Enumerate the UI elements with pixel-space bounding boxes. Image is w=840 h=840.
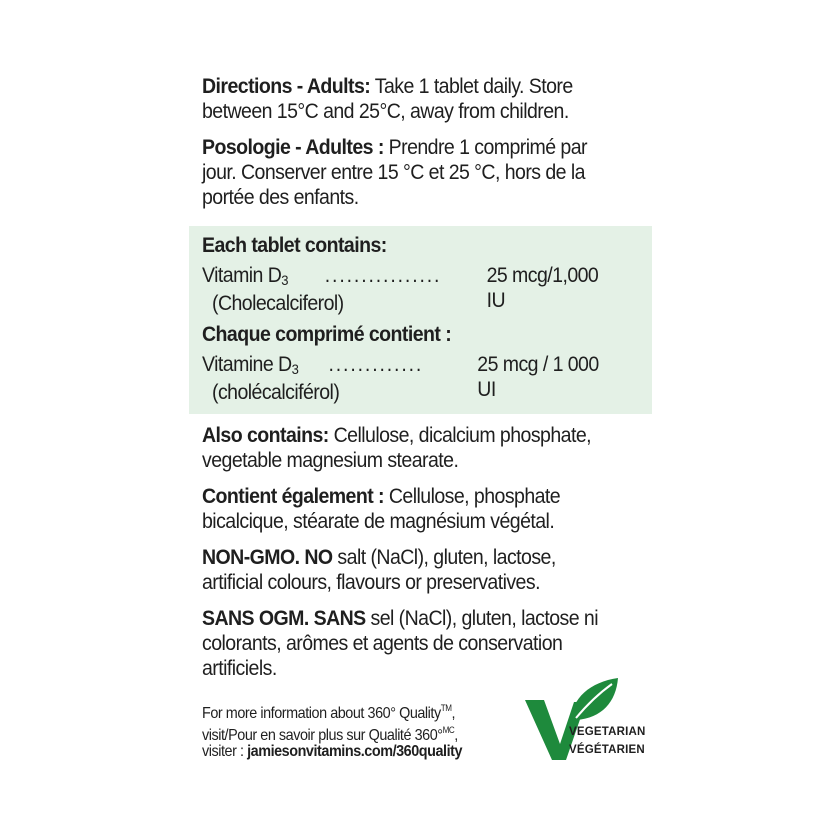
free-from-heading-fr: SANS OGM. SANS [202, 607, 366, 630]
free-from-text-fr: sel (NaCl), gluten, lactose ni colorants, arômes et agents de conservation artificiels. [202, 607, 599, 680]
vegetarian-label-fr: VÉGÉTARIEN [569, 744, 645, 756]
free-from-text-en: salt (NaCl), gluten, lactose, artificial colours, flavours or preservatives. [202, 546, 556, 594]
also-contains-text-fr: Cellulose, phosphate bicalcique, stéarate de magnésium végétal. [202, 485, 561, 533]
directions-text-fr: Prendre 1 comprimé par jour. Conserver entre 15 °C et 25 °C, hors de la portée des enfants. [202, 136, 587, 209]
directions-english [202, 74, 616, 124]
ingredient-source-en: (Cholecalciferol) [212, 292, 344, 315]
ingredient-source-fr: (cholécalciférol) [212, 381, 340, 404]
quality-url-link[interactable]: jamiesonvitamins.com/360quality [247, 743, 463, 760]
ingredient-dots-en: ................ [324, 264, 442, 287]
also-contains-french [202, 484, 616, 534]
ingredients-heading-en: Each tablet contains: [202, 234, 387, 257]
ingredient-amount-en: 25 mcg/1,000 IU [486, 264, 599, 312]
ingredient-name-en: Vitamin $D_3$ [202, 264, 288, 288]
also-contains-heading-en: Also contains: [202, 424, 329, 447]
also-contains-heading-fr: Contient également : [202, 485, 384, 508]
ingredients-heading-fr: Chaque comprimé contient : [202, 323, 452, 346]
ingredient-name-fr: Vitamine $D_3$ [202, 353, 299, 377]
free-from-french [202, 606, 616, 681]
also-contains-english [202, 423, 616, 473]
free-from-heading-en: NON-GMO. NO [202, 546, 333, 569]
directions-heading-en: Directions - Adults: [202, 75, 371, 98]
directions-french [202, 135, 616, 210]
directions-heading-fr: Posologie - Adultes : [202, 136, 384, 159]
also-contains-text-en: Cellulose, dicalcium phosphate, vegetable magnesium stearate. [202, 424, 591, 472]
ingredient-amount-fr: 25 mcg / 1 000 UI [477, 353, 599, 401]
quality-info-line-1: For more information about 360° Quality™, [202, 703, 456, 722]
directions-text-en: Take 1 tablet daily. Store between 15°C and 25°C, away from children. [202, 75, 573, 123]
free-from-english [202, 545, 616, 595]
ingredient-dots-fr: ............. [328, 353, 424, 376]
vegetarian-label-en: VEGETARIAN [569, 726, 646, 738]
quality-info-line-2: visit/Pour en savoir plus sur Qualité 360°$^{MC}$, [202, 725, 458, 744]
quality-info-line-3: visiter : jamiesonvitamins.com/360quality [202, 743, 463, 760]
